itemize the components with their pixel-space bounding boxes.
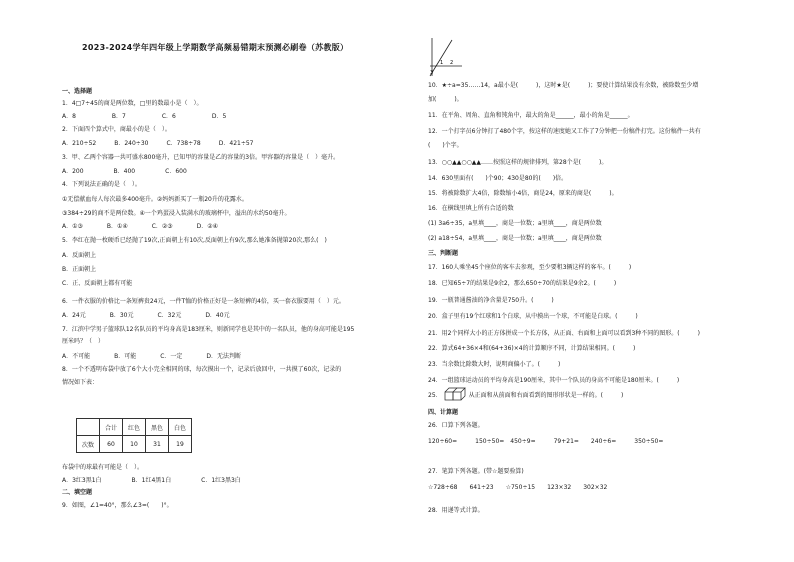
table-header-cell [77, 419, 100, 436]
question-line: 28．用递等式计算。 [428, 507, 484, 514]
question-line: 8．一个不透明布袋中放了6个大小完全相同的球，每次摸出一个，记录后放回中，一共摸了60次，记录的 [62, 366, 342, 373]
question-line: 26．口算下列各题。 [428, 422, 484, 429]
table-cell: 60 [100, 436, 123, 453]
question-line: 7．江滨中学男子篮球队12名队员的平均身高是183厘米，则新同学也是其中的一名队员，他的身高可能是195 [62, 326, 355, 333]
question-line: 厘米吗？（ ） [62, 338, 105, 345]
question-line: 3．甲、乙两个容器一共可盛水800毫升，已知甲的容量是乙的容量的3倍。甲容器的容量是（ ）毫升。 [62, 154, 340, 161]
question-line: 11．在平角、周角、直角和钝角中，最大的角是______，最小的角是______。 [428, 112, 634, 119]
question-line: 4．下列说法正确的是（ ）。 [62, 181, 141, 188]
question-line: (2) a18÷54，a里填____，商是一位数；a里填____，商是两位数 [428, 235, 602, 242]
question-line: 24．一组篮球运动员的平均身高是190厘米，其中一个队员的身高不可能是180厘米。( ) [428, 377, 680, 384]
page-title: 2023-2024学年四年级上学期数学高频易错期末预测必刷卷（苏教版） [82, 43, 349, 52]
question-line: 19．一瓶普通酱油的净含量是750升。( ) [428, 297, 554, 304]
question-line: 9．如图，∠1=40°，那么∠3=( )°。 [62, 502, 173, 509]
question-line: A．24元 B．30元 C．32元 D．40元 [62, 312, 230, 319]
angle-diagram [428, 36, 464, 80]
table-cell: 10 [123, 436, 146, 453]
question-line: 5．李红在抛一枚硬币已经抛了19次,正面朝上有10次,反面朝上有9次,那么她准备抛第20次,那么( ) [62, 237, 327, 244]
question-line: 16．在横线里填上所有合适的数 [428, 205, 514, 212]
question-line: 10．★÷a=35……14，a最小是( )，这时★是( )；要使计算结果没有余数，被除数至少增 [428, 82, 699, 89]
question-line: 13．○○▲▲○○▲▲……按照这样的规律排列，第28个是( )。 [428, 159, 608, 166]
question-line: A．200 B．400 C．600 [62, 168, 187, 175]
table-cell: 19 [169, 436, 192, 453]
question-line: A．反面朝上 [62, 252, 97, 259]
question-line: 12．一个打字员6分钟打了480个字，按这样的速度她又工作了7分钟把一份稿件打完。这份稿件一共有 [428, 128, 701, 135]
question-line: 25． 从正面和从前面和右面看到的图形形状是一样的。( ) [428, 392, 624, 399]
question-line: 15．将被除数扩大4倍，除数缩小4倍，商是24，原来的商是( )。 [428, 190, 618, 197]
section-heading: 一、选择题 [62, 88, 93, 95]
question-line: 加( )。 [428, 96, 463, 103]
question-line: A．①③ B．①④ C．②③ D．②④ [62, 223, 219, 230]
question-line: 22．算式64+36×4和(64+36)×4的计算顺序不同，计算结果相同。( ) [428, 345, 636, 352]
question-line: 布袋中的球最有可能是（ ）。 [62, 464, 144, 471]
angle-label-3: 3 [430, 70, 434, 76]
question-line: 情况如下表： [62, 379, 99, 386]
question-line: A．210÷52 B．240÷30 C．738÷78 D．421÷57 [62, 140, 254, 147]
question-line: B．正面朝上 [62, 266, 97, 273]
question-line: (1) 3a6÷35，a里填____，商是一位数；a里填____，商是两位数 [428, 220, 602, 227]
table-row-label: 次数 [77, 436, 100, 453]
cube-figure [444, 387, 466, 403]
question-line: A．3红3黑1白 B．1红4黑1白 C．1红3黑3白 [62, 477, 241, 484]
table-header-cell: 白色 [169, 419, 192, 436]
question-line: ③384÷29的商不是两位数。④一个鸡蛋浸入装满水的玻璃杯中，溢出的水约50毫升。 [62, 210, 291, 217]
question-line: 2．下面四个算式中，商最小的是（ ）。 [62, 126, 171, 133]
angle-label-2: 2 [450, 60, 454, 66]
tally-table [76, 418, 192, 453]
section-heading: 二、填空题 [62, 489, 93, 496]
question-line: 18．已知65÷7的结果是9余2，那么650÷70的结果是9余2。( ) [428, 280, 617, 287]
question-line: 17．160人乘坐45个座位的客车去参观，至少要租3辆这样的客车。( ) [428, 264, 632, 271]
section-heading: 四、计算题 [428, 409, 459, 416]
question-line: ①无偿献血每人每次最多400毫升。②妈妈新买了一瓶20升的花露水。 [62, 196, 248, 203]
question-line: 23．当余数比除数大时，说明商偏小了。( ) [428, 361, 561, 368]
question-line: 120÷60= 150÷50= 450÷9= 79+21= 240÷6= 350÷50= [428, 438, 664, 445]
question-line: 27．笔算下列各题。(带☆题要验算) [428, 468, 524, 475]
question-line: 21．用2个同样大小的正方体拼成一个长方体，从正面、右面和上面可以看到3种不同的图形。( ) [428, 330, 700, 337]
table-header-cell: 红色 [123, 419, 146, 436]
question-line: C．正、反面朝上都有可能 [62, 280, 133, 287]
question-line: 20．盒子里有19个红球和1个白球，从中摸出一个球，不可能是白球。( ) [428, 313, 638, 320]
table-header-cell: 黑色 [146, 419, 169, 436]
question-line: 1．4□7÷45的商是两位数，□里的数最小是（ ）。 [62, 100, 203, 107]
section-heading: 三、判断题 [428, 250, 459, 257]
question-line: 6．一件衣服的价格比一条短裤贵24元，一件T恤的价格正好是一条短裤的4倍，买一套衣服要用（ ）元。 [62, 298, 345, 305]
question-line: ☆728÷68 641÷23 ☆750÷15 123×32 302×32 [428, 484, 608, 491]
question-line: ( )个字。 [428, 142, 463, 149]
table-cell: 31 [146, 436, 169, 453]
question-line: A．不可能 B．可能 C．一定 D．无法判断 [62, 353, 242, 360]
question-line: A．8 B．7 C．6 D．5 [62, 113, 227, 120]
question-line: 14．630里面有( )个90；430是80的( )倍。 [428, 175, 568, 182]
angle-label-1: 1 [440, 60, 444, 66]
table-header-cell: 合计 [100, 419, 123, 436]
